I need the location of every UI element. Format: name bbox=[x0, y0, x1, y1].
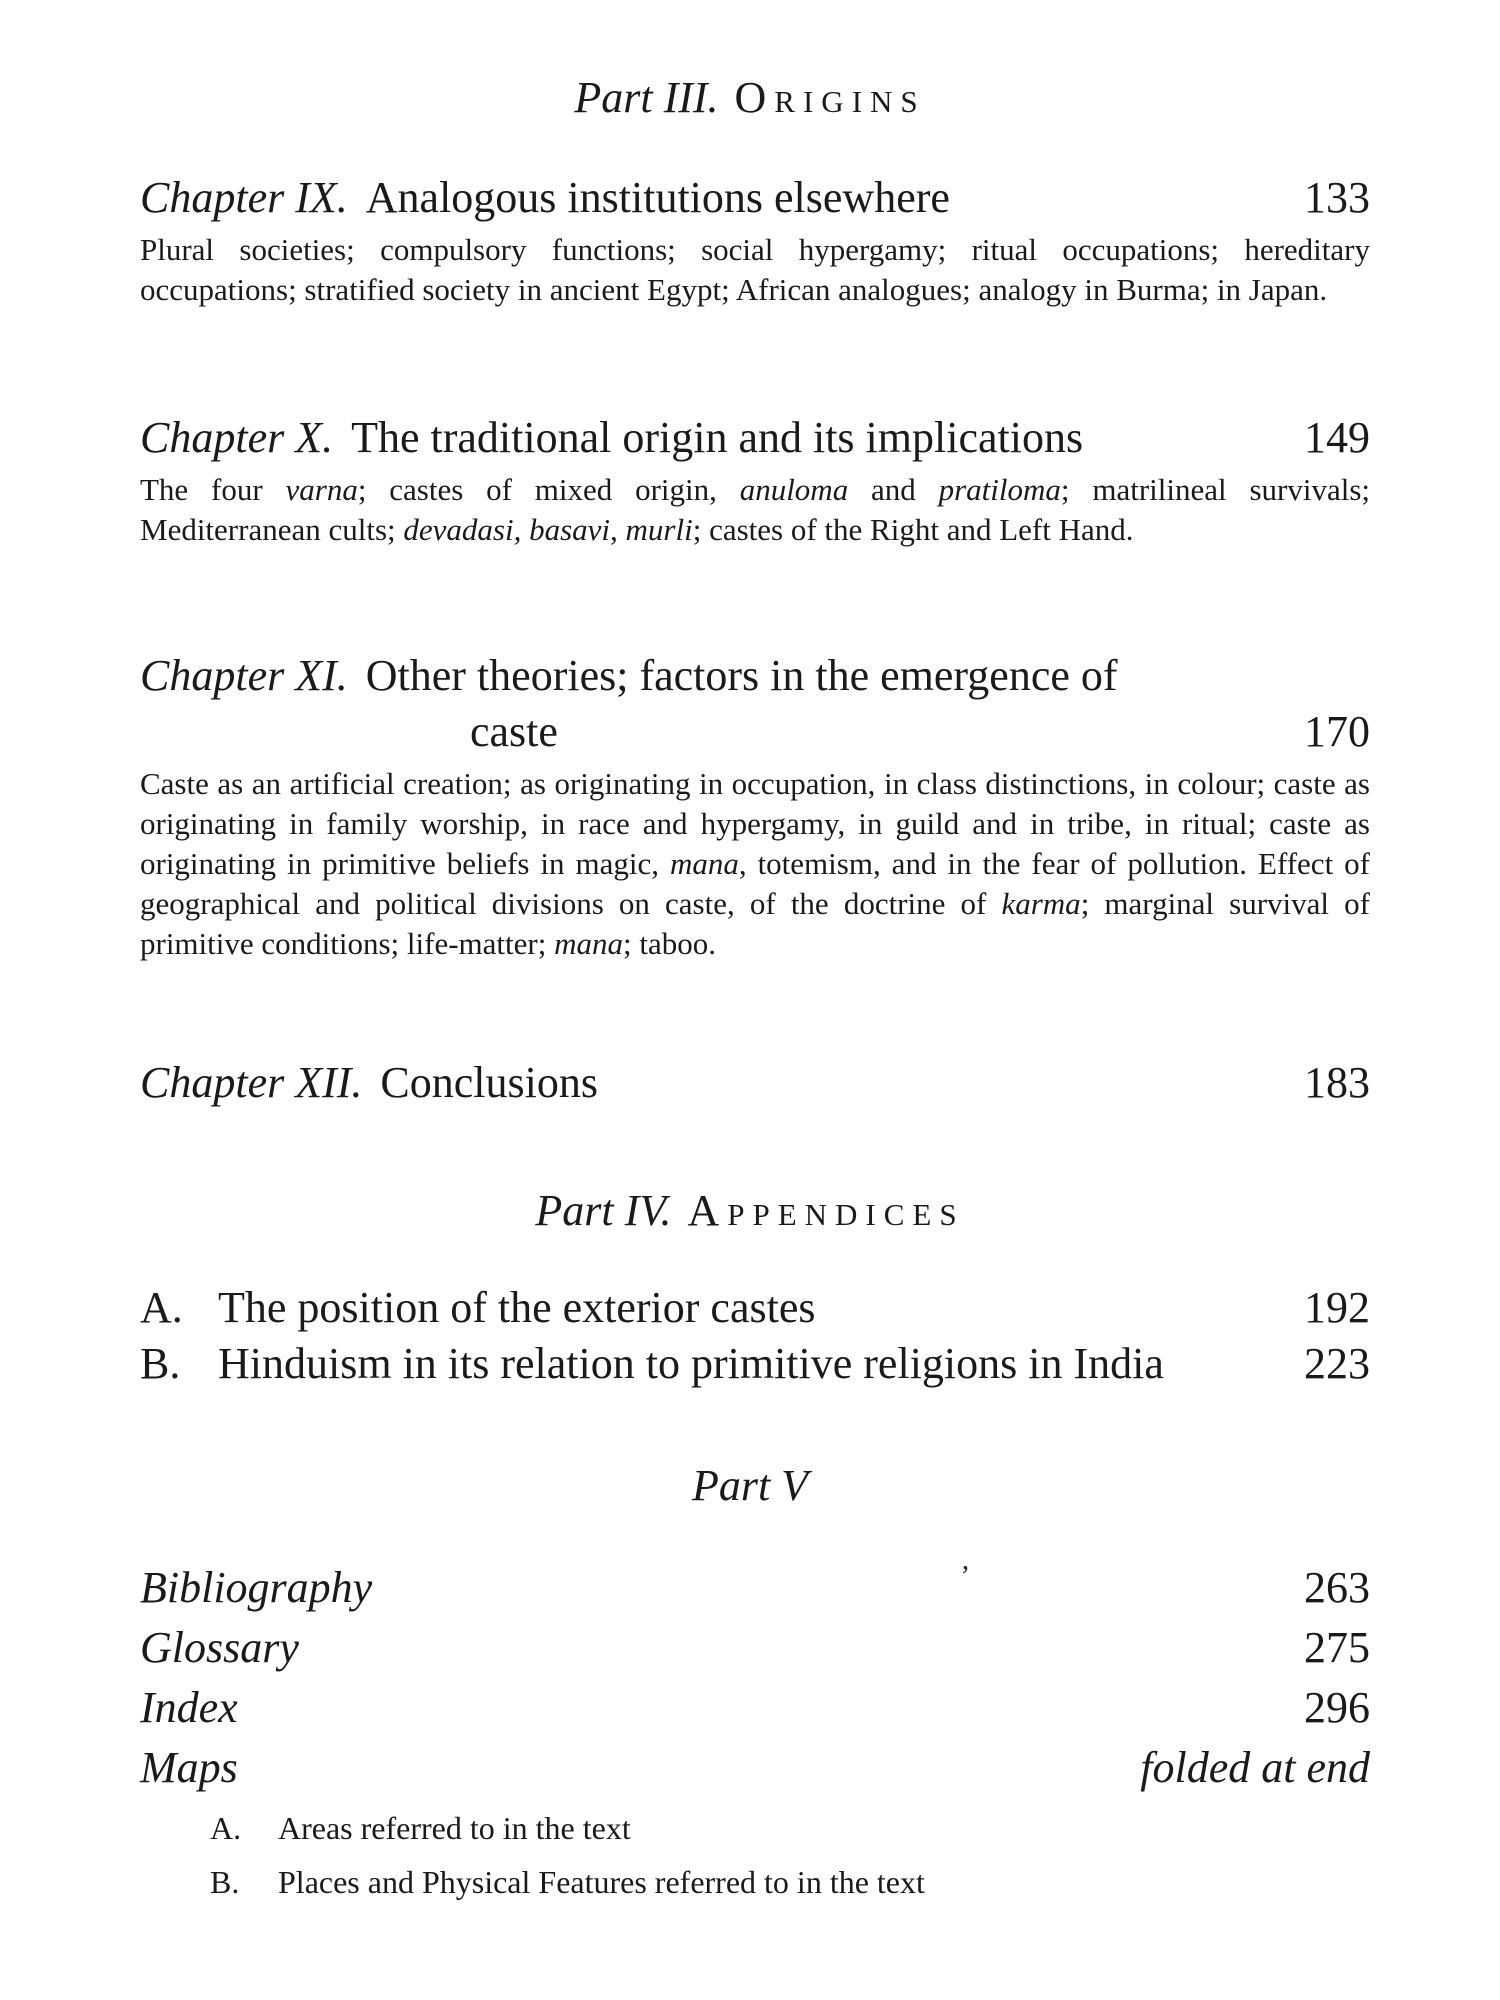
entry-title: Bibliography bbox=[140, 1563, 373, 1612]
appendix-b-entry bbox=[140, 1336, 1370, 1392]
summary-term: mana bbox=[669, 846, 739, 881]
entry-title: Maps bbox=[140, 1743, 238, 1792]
page-number: 275 bbox=[1304, 1623, 1370, 1672]
chapter-title: Analogous institutions elsewhere bbox=[365, 173, 950, 222]
map-letter: B. bbox=[210, 1864, 240, 1900]
chapter-title: Other theories; factors in the emergence of bbox=[365, 651, 1118, 700]
page-number: 223 bbox=[1304, 1339, 1370, 1388]
appendix-title: Hinduism in its relation to primitive religions in India bbox=[218, 1339, 1164, 1388]
chapter-title-continued: caste bbox=[470, 707, 558, 756]
chapter-label: Chapter XI. bbox=[140, 651, 348, 700]
summary-term: varna bbox=[285, 472, 358, 507]
page-number: 183 bbox=[1304, 1058, 1370, 1107]
entry-title: Glossary bbox=[140, 1623, 299, 1672]
chapter-heading bbox=[140, 170, 1370, 226]
index-entry bbox=[140, 1680, 1370, 1736]
appendix-title: The position of the exterior castes bbox=[218, 1283, 816, 1332]
part-number: Part IV. bbox=[535, 1186, 672, 1235]
chapter-heading bbox=[140, 1055, 1370, 1111]
appendix-a-entry bbox=[140, 1280, 1370, 1336]
chapter-label: Chapter IX. bbox=[140, 173, 348, 222]
chapter-title: The traditional origin and its implications bbox=[351, 413, 1084, 462]
chapter-summary bbox=[140, 764, 1370, 964]
map-letter: A. bbox=[210, 1810, 242, 1846]
chapter-heading bbox=[140, 648, 1370, 704]
summary-text: and bbox=[848, 472, 939, 507]
map-title: Areas referred to in the text bbox=[278, 1810, 631, 1846]
summary-term: anuloma bbox=[739, 472, 849, 507]
summary-text: , totemism, and in the fear of pollution. Effect of geographical and political divisions on caste, of the doctrine of bbox=[140, 846, 1370, 921]
appendix-letter: A. bbox=[140, 1283, 183, 1332]
summary-term: devadasi, basavi, murli bbox=[403, 512, 693, 547]
summary-term: karma bbox=[1001, 886, 1081, 921]
summary-term: mana bbox=[554, 926, 623, 961]
summary-text: ; castes of mixed origin, bbox=[357, 472, 740, 507]
part-iv-heading bbox=[0, 1185, 1500, 1236]
page-number: 263 bbox=[1304, 1563, 1370, 1612]
summary-text: ; taboo. bbox=[623, 926, 716, 961]
page-number: 192 bbox=[1304, 1283, 1370, 1332]
part-iii-heading bbox=[0, 72, 1500, 123]
chapter-heading-continued bbox=[140, 704, 1370, 760]
chapter-heading bbox=[140, 410, 1370, 466]
part-title: Origins bbox=[734, 73, 926, 122]
page-number: 170 bbox=[1304, 707, 1370, 756]
summary-text: ; marginal survival of primitive conditions; life-matter; bbox=[140, 886, 1370, 961]
map-a-entry bbox=[210, 1806, 1210, 1850]
summary-text: Caste as an artificial creation; as originating in occupation, in class distinctions, in colour; caste as originating in family worship, in race and hypergamy, in guild and in tribe, in ritual; caste as originating in primitive beliefs in magic, bbox=[140, 766, 1370, 881]
part-number: Part V bbox=[691, 1461, 809, 1510]
chapter-summary bbox=[140, 470, 1370, 550]
chapter-title: Conclusions bbox=[380, 1058, 598, 1107]
page-number: 133 bbox=[1304, 173, 1370, 222]
entry-title: Index bbox=[140, 1683, 238, 1732]
glossary-entry bbox=[140, 1620, 1370, 1676]
chapter-ix-entry bbox=[140, 170, 1370, 310]
chapter-label: Chapter X. bbox=[140, 413, 334, 462]
part-title: Appendices bbox=[687, 1186, 965, 1235]
print-speck: , bbox=[962, 1545, 969, 1576]
summary-text: ; castes of the Right and Left Hand. bbox=[692, 512, 1134, 547]
chapter-xii-entry bbox=[140, 1055, 1370, 1111]
maps-entry bbox=[140, 1740, 1370, 1796]
map-b-entry bbox=[210, 1860, 1210, 1904]
summary-term: pratiloma bbox=[938, 472, 1061, 507]
summary-text: The four bbox=[140, 472, 286, 507]
page-number: 149 bbox=[1304, 413, 1370, 462]
chapter-label: Chapter XII. bbox=[140, 1058, 363, 1107]
chapter-xi-entry bbox=[140, 648, 1370, 964]
chapter-x-entry bbox=[140, 410, 1370, 550]
part-number: Part III. bbox=[574, 73, 719, 122]
bibliography-entry bbox=[140, 1560, 1370, 1616]
page-number: 296 bbox=[1304, 1683, 1370, 1732]
part-v-heading bbox=[0, 1460, 1500, 1511]
page-note: folded at end bbox=[1140, 1743, 1370, 1792]
map-title: Places and Physical Features referred to in the text bbox=[278, 1864, 925, 1900]
appendix-letter: B. bbox=[140, 1339, 181, 1388]
chapter-summary: Plural societies; compulsory functions; social hypergamy; ritual occupations; hereditary occupations; stratified society in ancient Egypt; African analogues; analogy in Burma; in Japan. bbox=[140, 232, 1370, 307]
summary-text: ; matrilineal survivals; Mediterranean cults; bbox=[140, 472, 1370, 547]
